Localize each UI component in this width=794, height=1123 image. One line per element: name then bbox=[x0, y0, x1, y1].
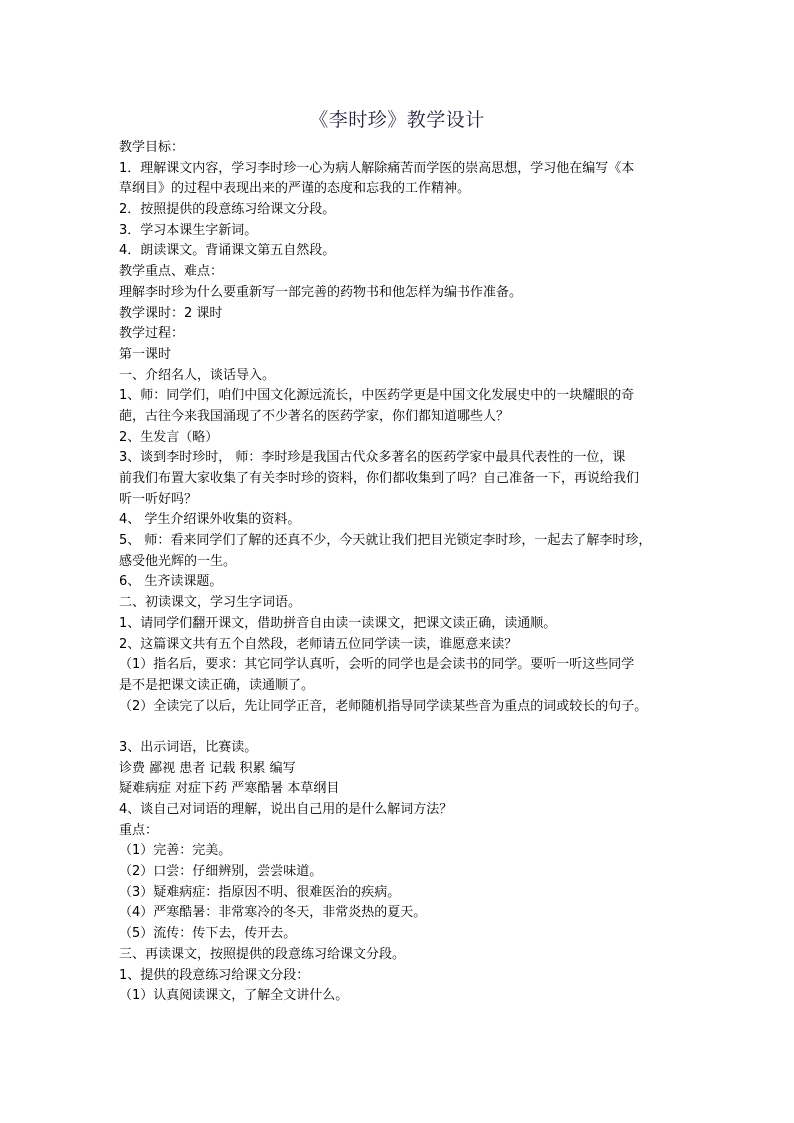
text-line: 教学重点、难点： bbox=[119, 264, 224, 280]
text-line: 5、 师：看来同学们了解的还真不少，今天就让我们把目光锁定李时珍，一起去了解李时珍， bbox=[119, 533, 652, 549]
text-line: 二、初读课文，学习生字词语。 bbox=[119, 595, 302, 611]
text-line: 4．朗读课文。背诵课文第五自然段。 bbox=[119, 243, 336, 259]
text-line: 感受他光辉的一生。 bbox=[119, 553, 237, 569]
blank-line bbox=[119, 717, 679, 738]
text-line: 听一听好吗？ bbox=[119, 491, 198, 507]
text-line: 是不是把课文读正确，读通顺了。 bbox=[119, 677, 315, 693]
text-line: 疑难病症 对症下药 严寒酷暑 本草纲目 bbox=[119, 781, 340, 797]
text-line: 前我们布置大家收集了有关李时珍的资料，你们都收集到了吗？自己准备一下，再说给我们 bbox=[119, 471, 640, 486]
text-line: 三、再读课文，按照提供的段意练习给课文分段。 bbox=[119, 946, 406, 962]
text-line: 2、这篇课文共有五个自然段，老师请五位同学读一读，谁愿意来读？ bbox=[119, 636, 518, 652]
text-line: （3）疑难病症：指原因不明、很难医治的疾病。 bbox=[119, 884, 401, 900]
document-body bbox=[119, 138, 679, 1007]
text-line: 诊费 鄙视 患者 记载 积累 编写 bbox=[119, 760, 296, 776]
text-line: （1）认真阅读课文，了解全文讲什么。 bbox=[119, 988, 349, 1004]
text-line: 1．理解课文内容，学习李时珍一心为病人解除痛苦而学医的崇高思想，学习他在编写《本 bbox=[119, 160, 635, 176]
text-line: 4、 学生介绍课外收集的资料。 bbox=[119, 512, 301, 528]
text-line: （1）指名后，要求：其它同学认真听，会听的同学也是会读书的同学。要听一听这些同学 bbox=[119, 657, 635, 673]
text-line: 教学目标： bbox=[119, 140, 185, 155]
text-line: 第一课时 bbox=[119, 346, 172, 362]
text-line: 4、谈自己对词语的理解，说出自己用的是什么解词方法？ bbox=[119, 802, 453, 817]
text-line: 重点： bbox=[119, 822, 159, 838]
text-line: （2）全读完了以后，先让同学正音，老师随机指导同学读某些音为重点的词或较长的句子。 bbox=[119, 698, 648, 714]
text-line: 葩，古往今来我国涌现了不少著名的医药学家，你们都知道哪些人？ bbox=[119, 408, 510, 424]
text-line: 1、师：同学们，咱们中国文化源远流长，中医药学更是中国文化发展史中的一块耀眼的奇 bbox=[119, 388, 635, 404]
text-line: 1、提供的段意练习给课文分段： bbox=[119, 967, 310, 983]
text-line: 教学过程： bbox=[119, 326, 185, 342]
text-line: （1）完善：完美。 bbox=[119, 843, 232, 859]
text-line: 3、出示词语，比赛读。 bbox=[119, 739, 258, 755]
text-line: 草纲目》的过程中表现出来的严谨的态度和忘我的工作精神。 bbox=[119, 181, 471, 197]
text-line: 2．按照提供的段意练习给课文分段。 bbox=[119, 202, 336, 218]
text-line: 理解李时珍为什么要重新写一部完善的药物书和他怎样为编书作准备。 bbox=[119, 284, 523, 300]
text-line: （2）口尝：仔细辨别，尝尝味道。 bbox=[119, 864, 323, 880]
text-line: 教学课时：2 课时 bbox=[119, 305, 223, 321]
text-line: （5）流传：传下去，传开去。 bbox=[119, 926, 297, 942]
text-line: 一、介绍名人，谈话导入。 bbox=[119, 367, 276, 383]
document-title: 《李时珍》教学设计 bbox=[309, 109, 485, 131]
text-line: 2、生发言（略） bbox=[119, 429, 219, 445]
text-line: 6、 生齐读课题。 bbox=[119, 574, 223, 590]
text-line: 3、谈到李时珍时， 师：李时珍是我国古代众多著名的医药学家中最具代表性的一位，课 bbox=[119, 450, 626, 466]
text-line: 3．学习本课生字新词。 bbox=[119, 222, 258, 238]
text-line: 1、请同学们翻开课文，借助拼音自由读一读课文，把课文读正确，读通顺。 bbox=[119, 615, 557, 631]
text-line: （4）严寒酷暑：非常寒冷的冬天，非常炎热的夏天。 bbox=[119, 905, 427, 921]
